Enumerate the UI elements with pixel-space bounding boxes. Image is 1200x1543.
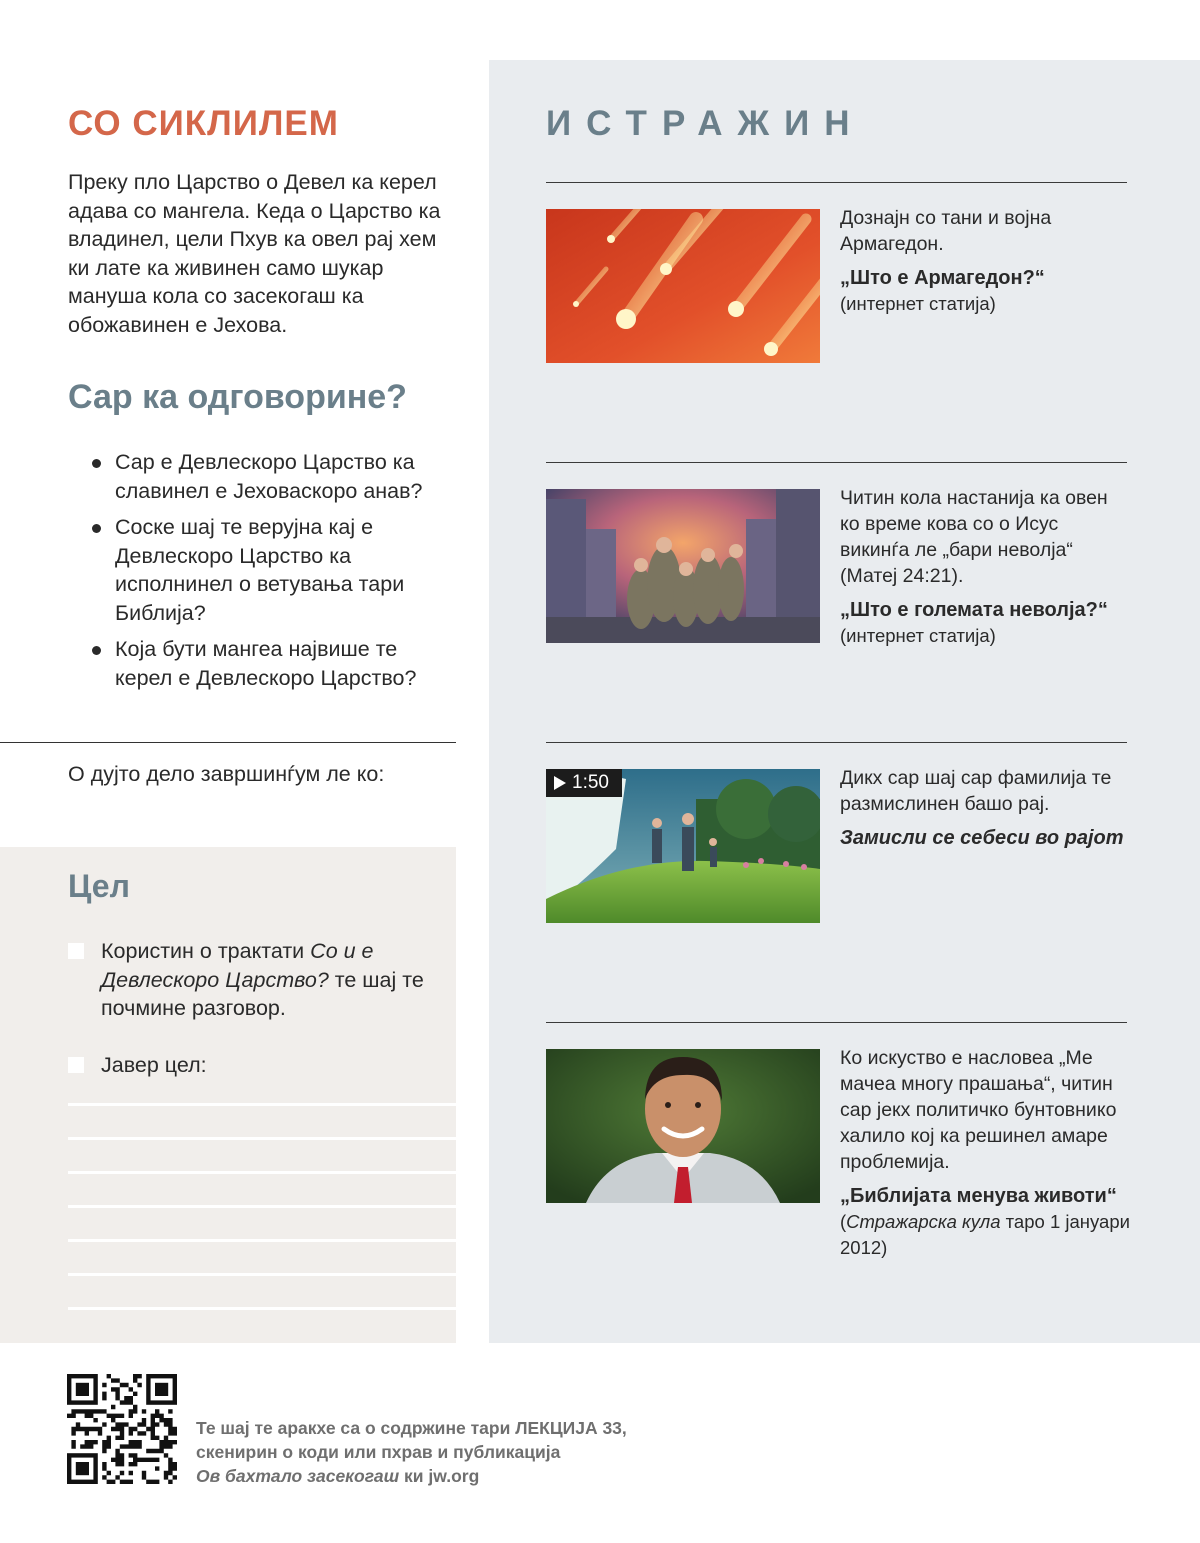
- explore-title: ИСТРАЖИН: [546, 104, 865, 143]
- review-question: [88, 513, 458, 627]
- summary-title: СО СИКЛИЛЕМ: [68, 104, 339, 143]
- explore-item-description: Дознајн со тани и војна Армагедон.: [840, 207, 1052, 255]
- write-in-line[interactable]: [68, 1239, 456, 1242]
- qr-code-icon[interactable]: [67, 1374, 177, 1484]
- footer-line: скенирин о коди или пхрав и публикација: [196, 1442, 561, 1462]
- write-in-line[interactable]: [68, 1137, 456, 1140]
- explore-item: [840, 765, 1130, 851]
- write-in-line[interactable]: [68, 1273, 456, 1276]
- write-in-line[interactable]: [68, 1171, 456, 1174]
- review-question-text: Соске шај те верујна кај е Девлескоро Царство ка исполнинел о ветувања тари Библија?: [115, 515, 405, 625]
- explore-item-source: (Стражарска кула таро 1 јануари 2012): [840, 1211, 1130, 1258]
- explore-item-type: (интернет статија): [840, 293, 996, 314]
- bullet-icon: [92, 646, 101, 655]
- explore-item-description: Ко искуство е насловеа „Ме мачеа многу прашања“, читин сар јекх политичко бунтовнико халило кој ка решинел амаре проблемија.: [840, 1047, 1117, 1173]
- footer-line: ки jw.org: [399, 1466, 480, 1486]
- explore-item-link[interactable]: „Што е Армагедон?“: [840, 267, 1045, 289]
- review-question-text: Сар е Девлескоро Царство ка славинел е Јеховаскоро анав?: [115, 450, 423, 503]
- goal-checkbox[interactable]: [68, 1057, 84, 1073]
- review-question-text: Која бути мангеа највише те керел е Девлескоро Царство?: [115, 637, 417, 690]
- write-in-line[interactable]: [68, 1307, 456, 1310]
- publication-title[interactable]: Ов бахтало засекогаш: [196, 1466, 400, 1486]
- review-question: [88, 448, 458, 505]
- explore-item-link[interactable]: „Библијата менува животи“: [840, 1185, 1117, 1207]
- footer-line: Те шај те аракхе са о содржине тари ЛЕКЦИЈА 33,: [196, 1418, 627, 1438]
- goal-title: Цел: [68, 868, 130, 904]
- paradise-video-image[interactable]: [546, 769, 820, 923]
- item-divider: [546, 742, 1127, 743]
- explore-item-link[interactable]: Замисли се себеси во рајот: [840, 827, 1124, 849]
- explore-item-link[interactable]: „Што е големата неволја?“: [840, 599, 1108, 621]
- write-in-line[interactable]: [68, 1103, 456, 1106]
- goal-panel: [0, 847, 456, 1343]
- goal-item-text: Користин о трактати Со и е Девлескоро Царство? те шај те почмине разговор.: [101, 939, 424, 1020]
- footer-text: [196, 1416, 716, 1488]
- item-divider: [546, 182, 1127, 183]
- explore-item-description: Дикх сар шај сар фамилија те размислинен башо рај.: [840, 767, 1112, 815]
- section-divider: [0, 742, 456, 743]
- review-questions: [88, 448, 458, 700]
- completion-date-label: О дујто дело завршинѓум ле ко:: [68, 762, 385, 786]
- family-image[interactable]: [546, 489, 820, 643]
- play-icon: [554, 776, 566, 790]
- explore-item: [840, 205, 1130, 317]
- bullet-icon: [92, 524, 101, 533]
- explore-item-description: Читин кола настанија ка овен ко време кова со о Исус викинѓа ле „бари неволја“ (Матеј 24:21).: [840, 487, 1108, 587]
- bullet-icon: [92, 459, 101, 468]
- review-question: [88, 635, 458, 692]
- man-portrait-image[interactable]: [546, 1049, 820, 1203]
- video-duration-badge: 1:50: [546, 769, 622, 797]
- item-divider: [546, 462, 1127, 463]
- meteors-image[interactable]: [546, 209, 820, 363]
- explore-item-type: (интернет статија): [840, 625, 996, 646]
- review-title: Сар ка одговорине?: [68, 378, 407, 416]
- explore-item: [840, 1045, 1130, 1261]
- write-in-line[interactable]: [68, 1205, 456, 1208]
- goal-item-tract: [68, 937, 448, 1027]
- summary-text: Преку пло Царство о Девел ка керел адава со мангела. Кеда о Царство ка владинел, цели Пхув ка овел рај хем ки лате ка живинен само шукар мануша кола со засекогаш ка обожавинен е Јехова.: [68, 170, 441, 337]
- goal-item-text: Јавер цел:: [101, 1053, 207, 1077]
- explore-item: [840, 485, 1130, 649]
- goal-item-other: [68, 1051, 448, 1081]
- item-divider: [546, 1022, 1127, 1023]
- goal-checkbox[interactable]: [68, 943, 84, 959]
